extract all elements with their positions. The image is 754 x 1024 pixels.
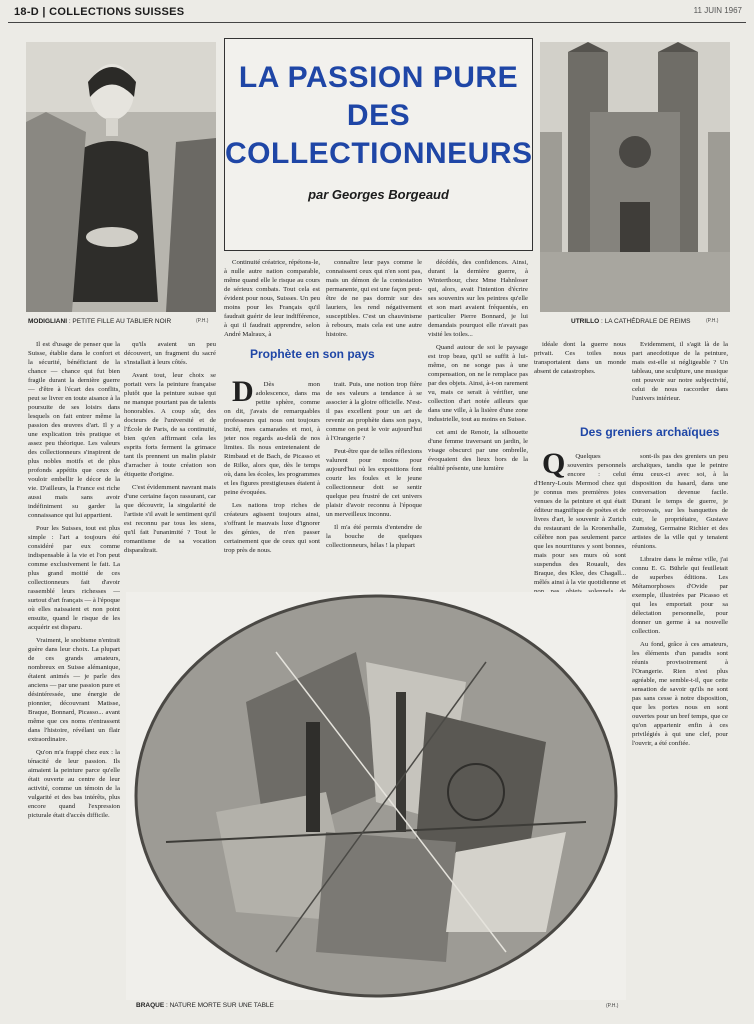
paragraph: Pour les Suisses, tout est plus simple : l'art a toujours été considéré par eux comme indispensable à la vie et l'on peut comme exclusivement le fait. La plus grand moitié de ces collectionneurs fait d'avoir rassemblé leurs richesses — surtout d'art français — à l'époque où elles naissaient et non point ensuite, quand le risque de les acquérir est disparu. (28, 525, 120, 631)
paragraph: Il est d'usage de penser que la Suisse, établie dans le confort et la sécurité, bénéficiant de la chance — chance qui fut bien fragile durant la dernière guerre — d'être à l'écart des conflits, peut se livrer en toute aisance à la poursuite de ses loisirs dans lesquels on fait entrer même la passion des œuvres d'art. Il y a une explication très pratique et assez peu théorique. Les valeurs des collectionneurs s'inspirent de plus nobles motifs et de plus profonds appétits que ceux de vouloir embellir le décor de la vie. D'ailleurs, la France est riche aussi mais sans avoir indéfiniment su garder la connaissance qui lui appartient. (28, 341, 120, 519)
column-5 (428, 258, 528, 585)
paragraph: Libraire dans le même ville, j'ai connu E. G. Bührle qui feuilletait de superbes éditions. Les Métamorphoses d'Ovide par exemple, illustrées par Picasso et qui les emportait pour sa délectation personnelle, pour donner un germe à sa nouvelle collection. (632, 556, 728, 635)
photo-braque (126, 592, 626, 1000)
paragraph: Continuité créatrice, répétons-le, à nulle autre nation comparable, même quand elle le risque au cours de sérieux combats. Tout cela est évident pour nous, Suisses. Un peu moins pour les Français qu'il faudrait guérir de leur indifférence, à qui il faudrait apprendre, selon André Malraux, à (224, 259, 320, 338)
credit-utrillo: (P.H.) (706, 318, 719, 324)
column-6 (534, 340, 626, 420)
caption-modigliani: MODIGLIANI : PETITE FILLE AU TABLIER NOIR (28, 318, 172, 325)
paragraph: Peut-être que de telles réflexions valurent pour moins pour aujourd'hui où les expositions font courir les foules et le jeune collectionneur doit se sentir quelque peu frustré de cet univers plaisir d'avoir reconnu à l'époque un merveilleux inconnu. (326, 448, 422, 518)
column-3b (224, 375, 320, 585)
paragraph: Avant tout, leur choix se portait vers la peinture française plutôt que la peinture suisse qui ne manque pourtant pas de talents honorables. A coup sûr, des docteurs de l'université et de l'École de Paris, de sa continuité, bien qu'en affirmant cela les esprits forts ferment la grimace tant ils prennent un malin plaisir d'arracher à toute création son étiquette d'origine. (124, 372, 216, 478)
title-line-1: LA PASSION PURE (238, 61, 519, 94)
column-2 (124, 340, 216, 585)
portrait-illustration (26, 42, 216, 312)
drop-cap: Q (542, 447, 566, 480)
page-number: 18-D (14, 6, 40, 18)
paragraph: Les nations trop riches de créateurs agissent toujours ainsi, s'offrant le mauvais luxe d'ignorer des génies, de n'en passer certainement que de ceux qui sont trop près de nous. (224, 502, 320, 554)
paragraph: trait. Puis, une notion trop fière de ses valeurs a tendance à se associer à la gloire officielle. N'est-il pas excellent pour un art de revenir au prophète dans son pays, comme on peut le voir aujourd'hui à l'Orangerie ? (326, 381, 422, 442)
paragraph: Au fond, grâce à ces amateurs, les éléments d'un paradis sont réunis provisoirement à l'Orangerie. Rien n'est plus agréable, me semble-t-il, que cette sensation de savoir qu'ils ne sont pas sans cesse à notre disposition, que les portes nous en sont ouvertes pour un bref temps, que ce qu'on appartenir enfin à ces privilégiés à qui une clef, pour l'ouvrir, a été confiée. (632, 641, 728, 747)
subhead-greniers: Des greniers archaïques (580, 425, 720, 439)
byline: par Georges Borgeaud (308, 187, 449, 202)
photo-utrillo (540, 42, 730, 312)
paragraph: qu'ils avaient un peu découvert, un fragment du sacré s'installait à leurs côtés. (124, 341, 216, 366)
paragraph: cet ami de Renoir, la silhouette d'une femme traversant un jardin, le visage obscurci par une ombrelle, évoquaient des lieux hors de la réalité présente, une lumière (428, 429, 528, 472)
column-4 (326, 258, 422, 348)
cathedral-illustration (540, 42, 730, 312)
paragraph: décédés, des confidences. Ainsi, durant la dernière guerre, à Winterthour, chez Mme Hahnloser qui, alors, avait l'intention d'écrire ses souvenirs sur les peintres qu'elle et son mari avaient fréquentés, en particulier Pierre Bonnard, je lui demandais pourquoi elle n'avait pas visité les toiles... (428, 259, 528, 338)
header-rule (8, 22, 746, 23)
page-header: 18-D | COLLECTIONS SUISSES (14, 6, 185, 18)
title-line-2: DES (346, 99, 411, 132)
title-box (224, 38, 533, 251)
paragraph: Quand autour de soi le paysage est trop beau, qu'il se suffit à lui-même, on ne songe pas à une compensation, on ne le remplace pas par des objets. Ainsi, à-t-on rarement vu, mais ce serait à vérifier, une collection d'art notée ailleurs que dans une ville, à la lisière d'une zone industrielle, tout au moins en Suisse. (428, 344, 528, 423)
paragraph: Evidemment, il s'agit là de la part anecdotique de la peinture, mais est-elle si négligeable ? Un tableau, une sculpture, une musique ont pouvoir sur notre subjectivité, celui de nous raccorder dans l'univers intérieur. (632, 341, 728, 402)
paragraph: idéale dont la guerre nous privait. Ces toiles nous transportaient dans un monde absent de catastrophes. (534, 341, 626, 375)
column-6c (534, 447, 626, 586)
title-line-3: COLLECTIONNEURS (225, 137, 533, 170)
paragraph: Q Quelques souvenirs personnels encore : celui d'Henry-Louis Mermod chez qui je connus mes premières joies venues de la peinture et qui était éditeur magnifique de poètes et de livres d'art, le souvenir à Zurich du restaurant de la Kronenhalle, célèbre non pas seulement parce que les nourritures y sont bonnes, mais pour ses murs où sont suspendus des Rouault, des Braque, des Klee, des Chagall... mêlés ainsi à la vie quotidienne et (534, 447, 626, 586)
cubist-still-life (126, 592, 626, 1000)
credit-braque: (P.H.) (606, 1003, 619, 1009)
paragraph: connaître leur pays comme le connaissent ceux qui n'en sont pas, mais un démon de la contestation permanente, qui est une façon peut-être de ne pas dormir sur des lauriers, les rend négativement susceptibles. C'est un chauvinisme à rebours, mais cela est une autre histoire. (326, 259, 422, 338)
paragraph: Il m'a été permis d'entendre de la bouche de quelques collectionneurs, hélas ! la plupart (326, 524, 422, 549)
paragraph: Qu'on m'a frappé chez eux : la ténacité de leur passion. Ils aimaient la peinture parce qu'elle était ouverte au centre de leur activité, comme un témoin de la vulgarité et des bas intérêts, plus encore quand l'expression picturale était d'accès difficile. (28, 749, 120, 819)
issue-date: 11 JUIN 1967 (693, 6, 742, 15)
caption-utrillo: UTRILLO : LA CATHÉDRALE DE REIMS (571, 318, 691, 325)
column-6b (632, 340, 728, 420)
column-7 (632, 452, 728, 1020)
caption-braque: BRAQUE : NATURE MORTE SUR UNE TABLE (136, 1002, 274, 1009)
subhead-prophete: Prophète en son pays (250, 347, 375, 361)
paragraph: sont-ils pas des greniers un peu archaïques, tandis que le peintre ému ceux-ci avec soi, à la disposition du hasard, dans une conversation devenue facile. Durant le temps de guerre, je retrouvais, sur les banquettes de cuir, le propriétaire, Gustave Zumsteg, Germaine Richier et des artistes de la ville qui y tenaient réunions. (632, 453, 728, 550)
paragraph: D Dès mon adolescence, dans ma petite sphère, comme on dit, j'avais de remarquables professeurs qui nous ont toujours incité, mes camarades et moi, à jeter nos regards au-delà de nos limites. Ils nous entretenaient de Rimbaud et de Bach, de Picasso et de Rilke, alors que, dès le temps où, dans les écoles, les programmes et les figures prestigieuses étaient à peine évoquées. (224, 375, 320, 496)
paragraph: C'est évidemment navrant mais d'une certaine façon rassurant, car que découvrir, la singularité de l'artiste s'il avait le sentiment qu'il est reconnu par tous les siens, qu'il fait l'unanimité ? Tout le romantisme de sa vocation disparaîtrait. (124, 484, 216, 554)
drop-cap: D (232, 375, 254, 408)
section-name: COLLECTIONS SUISSES (49, 6, 185, 18)
credit-modigliani: (P.H.) (196, 318, 209, 324)
column-1 (28, 340, 120, 1020)
photo-modigliani (26, 42, 216, 312)
paragraph: Vraiment, le snobisme n'entrait guère dans leur choix. La plupart de ces grands amateurs, nombreux en Suisse alémanique, étaient animés — je parle des anciens — par une passion pure et désintéressée, une énergie de pionnier, découvrant Matisse, Braque, Bonnard, Picasso... avant même que ces noms n'entrassent dans l'histoire, révélant un flair extraordinaire. (28, 637, 120, 743)
column-4b (326, 380, 422, 585)
